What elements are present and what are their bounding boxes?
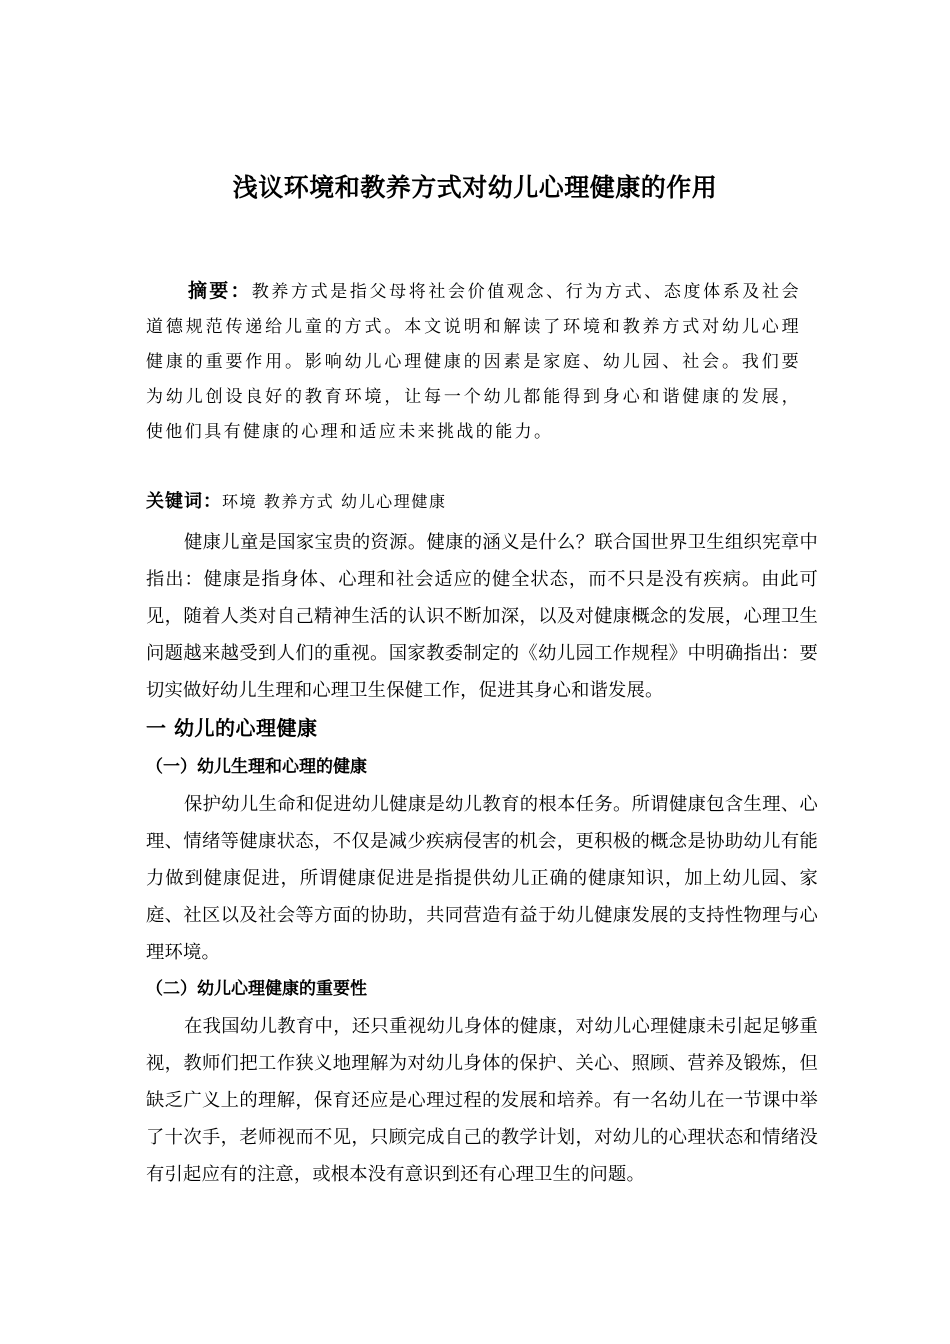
section-heading: 一 幼儿的心理健康 (146, 716, 318, 740)
subsection-2-paragraph: 在我国幼儿教育中，还只重视幼儿身体的健康，对幼儿心理健康未引起足够重视，教师们把工作狭义地理解为对幼儿身体的保护、关心、照顾、营养及锻炼，但缺乏广义上的理解，保育还应是心理过程的发展和培养。有一名幼儿在一节课中举了十次手，老师视而不见，只顾完成自己的教学计划，对幼儿的心理状态和情绪没有引起应有的注意，或根本没有意识到还有心理卫生的问题。 (146, 1016, 818, 1185)
keywords-text: 环境 教养方式 幼儿心理健康 (222, 492, 447, 511)
document-title: 浅议环境和教养方式对幼儿心理健康的作用 (232, 173, 718, 202)
intro-paragraph: 健康儿童是国家宝贵的资源。健康的涵义是什么？联合国世界卫生组织宪章中指出：健康是指身体、心理和社会适应的健全状态，而不只是没有疾病。由此可见，随着人类对自己精神生活的认识不断加深，以及对健康概念的发展，心理卫生问题越来越受到人们的重视。国家教委制定的《幼儿园工作规程》中明确指出：要切实做好幼儿生理和心理卫生保健工作，促进其身心和谐发展。 (146, 532, 818, 701)
subsection-heading-2: （二）幼儿心理健康的重要性 (146, 979, 367, 999)
subsection-heading-1: （一）幼儿生理和心理的健康 (146, 757, 367, 777)
abstract-text: 教养方式是指父母将社会价值观念、行为方式、态度体系及社会道德规范传递给儿童的方式。本文说明和解读了环境和教养方式对幼儿心理健康的重要作用。影响幼儿心理健康的因素是家庭、幼儿园、社会。我们要为幼儿创设良好的教育环境，让每一个幼儿都能得到身心和谐健康的发展，使他们具有健康的心理和适应未来挑战的能力。 (146, 282, 801, 442)
abstract-paragraph (146, 274, 801, 450)
abstract-label: 摘要： (188, 280, 252, 302)
subsection-1-paragraph: 保护幼儿生命和促进幼儿健康是幼儿教育的根本任务。所谓健康包含生理、心理、情绪等健康状态，不仅是减少疾病侵害的机会，更积极的概念是协助幼儿有能力做到健康促进，所谓健康促进是指提供幼儿正确的健康知识，加上幼儿园、家庭、社区以及社会等方面的协助，共同营造有益于幼儿健康发展的支持性物理与心理环境。 (146, 794, 818, 963)
keywords-label: 关键词： (146, 491, 222, 512)
keywords-line (146, 486, 801, 518)
